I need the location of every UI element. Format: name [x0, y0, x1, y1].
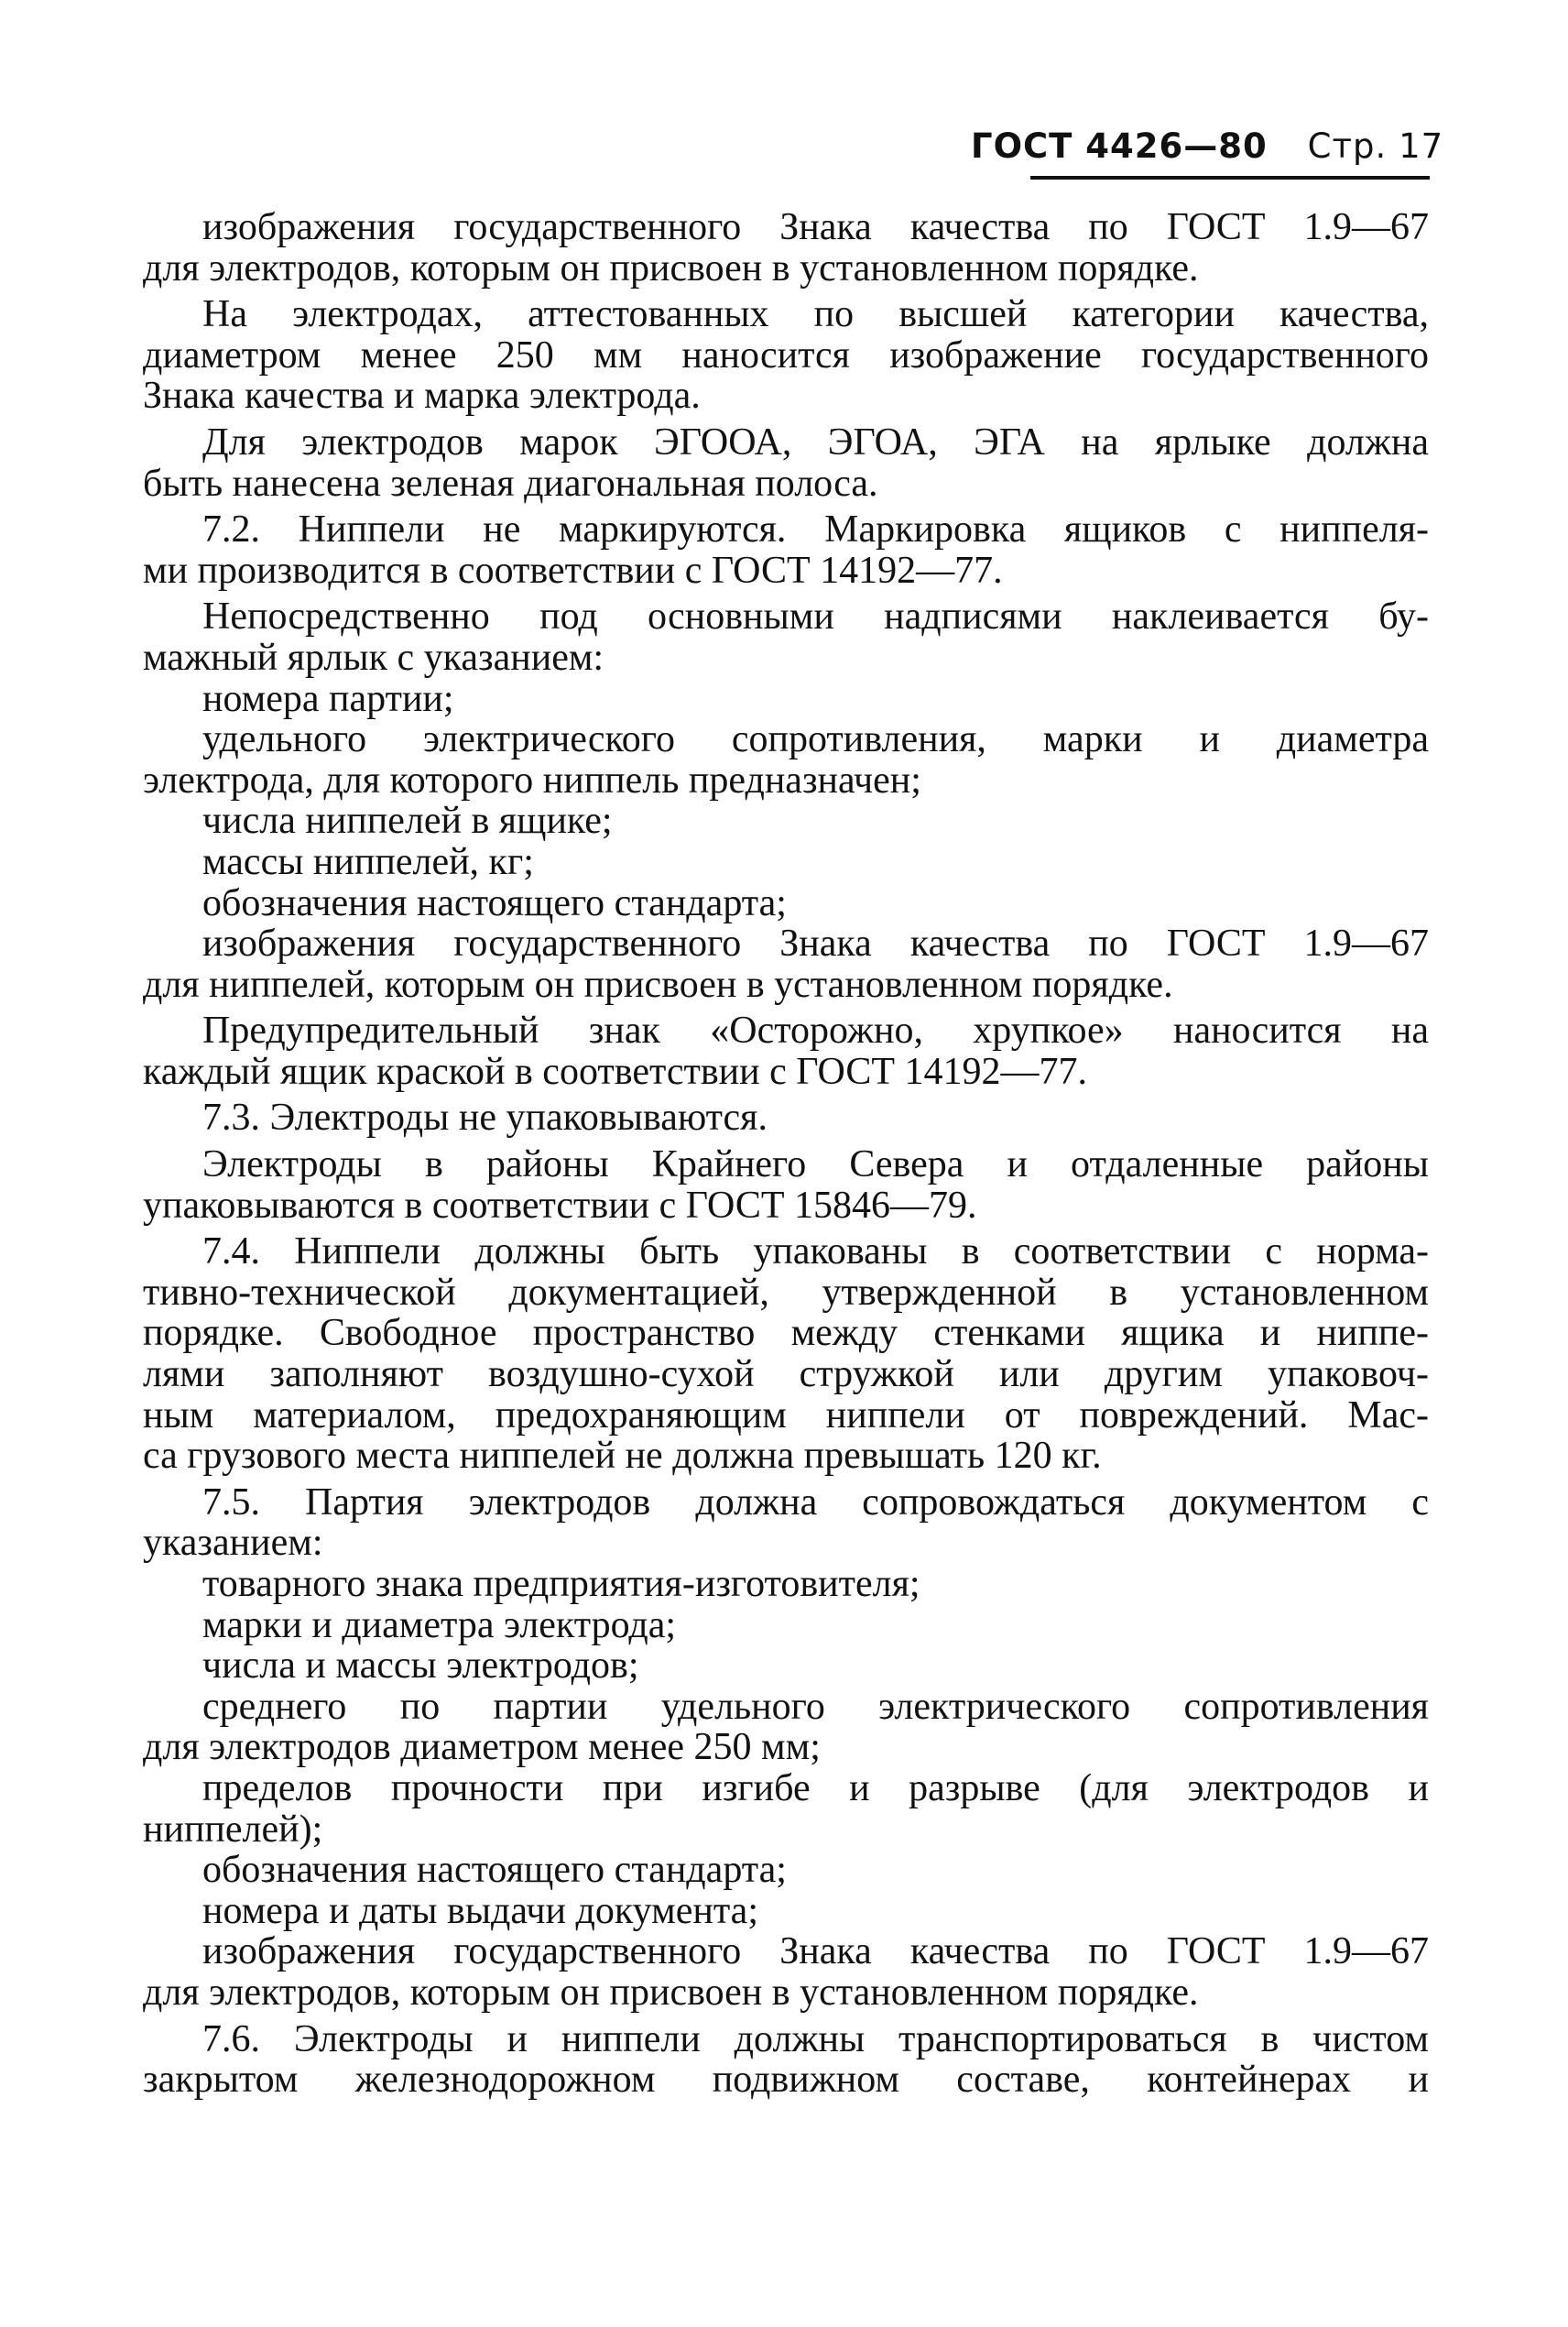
- text-line: для электродов, которым он присвоен в установленном порядке.: [143, 1971, 1199, 2014]
- text-line: для электродов диаметром менее 250 мм;: [143, 1726, 821, 1769]
- text-line: марки и диаметра электрода;: [202, 1603, 677, 1646]
- text-line: номера партии;: [202, 677, 454, 720]
- text-line: номера и даты выдачи документа;: [202, 1889, 758, 1932]
- text-line: ми производится в соответствии с ГОСТ 14192—77.: [143, 549, 1003, 592]
- text-line: для электродов, которым он присвоен в установленном порядке.: [143, 246, 1199, 290]
- text-line: Предупредительный знак «Осторожно, хрупкое» наносится на: [202, 1010, 1429, 1053]
- standard-number: ГОСТ 4426—80: [971, 126, 1268, 166]
- text-line: ным материалом, предохраняющим ниппели от повреждений. Мас-: [143, 1393, 1429, 1437]
- text-line: 7.6. Электроды и ниппели должны транспортироваться в чистом: [202, 2017, 1429, 2060]
- text-line: массы ниппелей, кг;: [202, 840, 534, 883]
- text-line: упаковываются в соответствии с ГОСТ 15846—79.: [143, 1184, 977, 1227]
- page-header: [971, 126, 1444, 166]
- text-line: изображения государственного Знака качества по ГОСТ 1.9—67: [202, 923, 1429, 966]
- document-body: [143, 207, 1429, 2101]
- text-line: Знака качества и марка электрода.: [143, 375, 701, 418]
- text-line: порядке. Свободное пространство между стенками ящика и ниппе-: [143, 1312, 1429, 1355]
- text-line: са грузового места ниппелей не должна превышать 120 кг.: [143, 1435, 1102, 1478]
- text-line: числа и массы электродов;: [202, 1644, 639, 1688]
- text-line: закрытом железнодорожном подвижном составе, контейнерах и: [143, 2059, 1429, 2102]
- text-line: ниппелей);: [143, 1808, 323, 1851]
- text-line: Для электродов марок ЭГООА, ЭГОА, ЭГА на ярлыке должна: [202, 421, 1429, 464]
- text-line: Электроды в районы Крайнего Севера и отдаленные районы: [202, 1143, 1429, 1186]
- page-number: Стр. 17: [1307, 126, 1444, 166]
- text-line: изображения государственного Знака качества по ГОСТ 1.9—67: [202, 1930, 1429, 1973]
- text-line: товарного знака предприятия-изготовителя;: [202, 1563, 920, 1605]
- text-line: обозначения настоящего стандарта;: [202, 1849, 787, 1892]
- text-line: Непосредственно под основными надписями наклеивается бу-: [202, 595, 1429, 639]
- text-line: мажный ярлык с указанием:: [143, 636, 604, 679]
- text-line: числа ниппелей в ящике;: [202, 800, 613, 843]
- text-line: указанием:: [143, 1522, 323, 1565]
- text-line: 7.2. Ниппели не маркируются. Маркировка ящиков с ниппеля-: [202, 508, 1429, 552]
- text-line: среднего по партии удельного электрического сопротивления: [202, 1685, 1429, 1728]
- text-line: 7.4. Ниппели должны быть упакованы в соответствии с норма-: [202, 1230, 1429, 1273]
- text-line: быть нанесена зеленая диагональная полоса.: [143, 462, 878, 505]
- header-rule: [1030, 176, 1430, 180]
- text-line: 7.3. Электроды не упаковываются.: [202, 1097, 768, 1140]
- text-line: На электродах, аттестованных по высшей категории качества,: [202, 293, 1429, 336]
- text-line: 7.5. Партия электродов должна сопровождаться документом с: [202, 1480, 1429, 1524]
- text-line: каждый ящик краской в соответствии с ГОСТ 14192—77.: [143, 1050, 1088, 1093]
- text-line: удельного электрического сопротивления, марки и диаметра: [202, 718, 1429, 761]
- text-line: лями заполняют воздушно-сухой стружкой или другим упаковоч-: [143, 1353, 1429, 1396]
- text-line: диаметром менее 250 мм наносится изображение государственного: [143, 333, 1429, 377]
- text-line: для ниппелей, которым он присвоен в установленном порядке.: [143, 963, 1173, 1006]
- text-line: электрода, для которого ниппель предназначен;: [143, 759, 921, 802]
- text-line: тивно-технической документацией, утвержденной в установленном: [143, 1271, 1429, 1314]
- text-line: изображения государственного Знака качества по ГОСТ 1.9—67: [202, 206, 1429, 248]
- text-line: обозначения настоящего стандарта;: [202, 881, 787, 924]
- text-line: пределов прочности при изгибе и разрыве (для электродов и: [202, 1766, 1429, 1809]
